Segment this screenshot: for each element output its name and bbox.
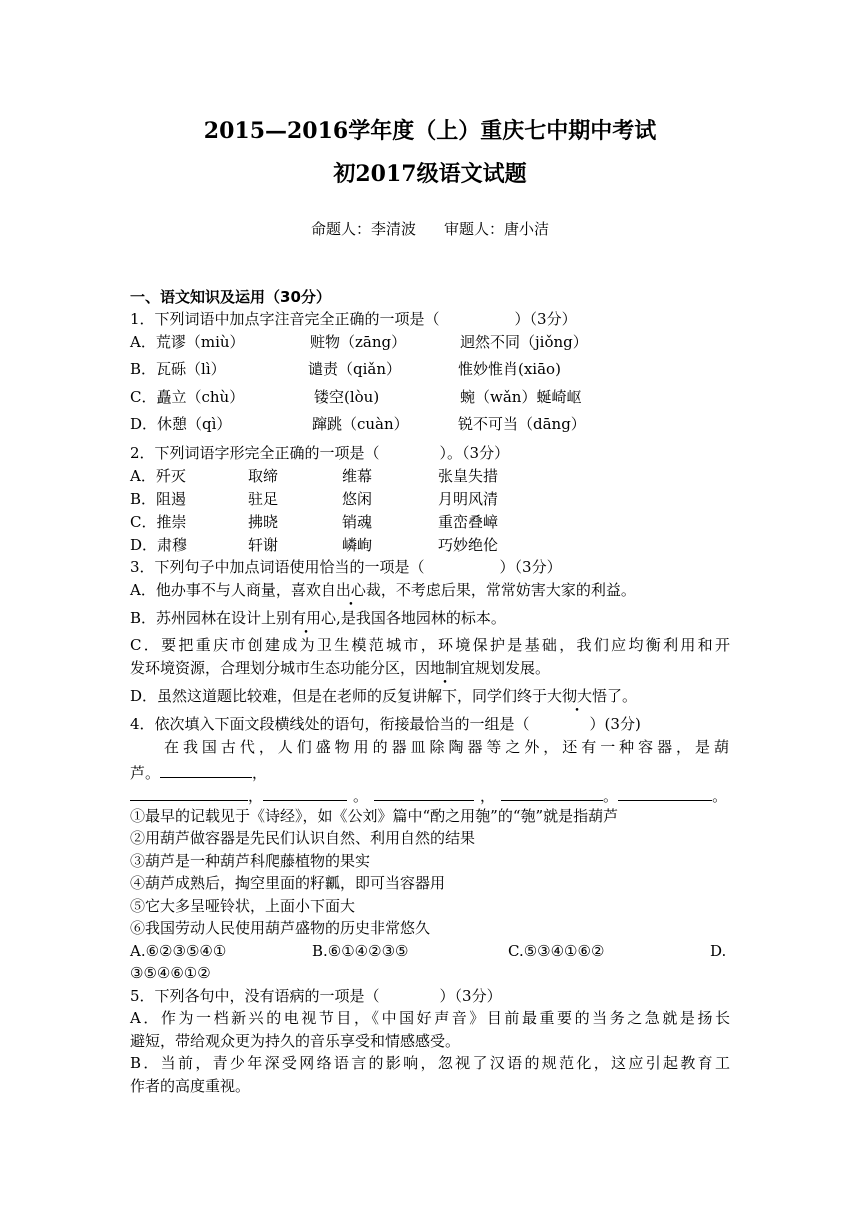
q4-item-3: ③葫芦是一种葫芦科爬藤植物的果实 (130, 852, 371, 870)
q3-option-d: D．虽然这道题比较难，但是在老师的反复讲解下，同学们终于大彻大悟了。 (130, 687, 638, 705)
q1-b-word3: 惟妙惟肖(xiāo) (458, 360, 561, 378)
q1-a-word3: 迥然不同（jiǒng） (460, 333, 588, 351)
fill-blank-6[interactable] (618, 784, 712, 801)
q1-a-word2: 赃物（zāng） (310, 333, 407, 351)
q2-option-c: C．推崇 拂晓 销魂 重峦叠嶂 (130, 513, 499, 531)
q1-d-word1: 休憩（qì） (157, 415, 232, 433)
q4-item-5: ⑤它大多呈哑铃状，上面小下面大 (130, 897, 356, 915)
q1-d-word3: 锐不可当（dāng） (458, 415, 586, 433)
fill-blank-5[interactable] (501, 784, 603, 801)
q4-passage-line2: 芦。 ， (130, 761, 267, 784)
q4-choice-a: A.⑥②③⑤④① (130, 942, 227, 960)
q3-a-dotted-word: 自出心裁 (320, 581, 381, 599)
q3-stem: 3．下列句子中加点词语使用恰当的一项是（ ）（3分） (130, 558, 562, 576)
q4-choice-d-letter: D. (710, 942, 727, 960)
exam-subtitle: 初2017级语文试题 (333, 161, 527, 187)
q3-option-a: A．他办事不与人商量，喜欢自出心裁，不考虑后果，常常妨害大家的利益。 (130, 581, 636, 599)
q1-option-c: C．矗立（chù） 镂空(lòu) 蜿（wǎn）蜒崎岖 (130, 388, 582, 406)
reviewer-name: 审题人：唐小洁 (444, 220, 550, 238)
q4-blanks-line: ， 。 ， 。 。 (130, 784, 727, 807)
q3-d-dotted-word: 大彻大悟 (547, 687, 608, 705)
fill-blank-4[interactable] (374, 784, 474, 801)
q4-choice-d-rest: ③⑤④⑥①② (130, 964, 211, 982)
q1-c-word3: 蜿（wǎn）蜒崎岖 (460, 388, 582, 406)
q4-item-6: ⑥我国劳动人民使用葫芦盛物的历史非常悠久 (130, 919, 431, 937)
q1-a-word1: 荒谬（miù） (155, 333, 245, 351)
q2-option-b: B．阻遏 驻足 悠闲 月明风清 (130, 490, 499, 508)
q5-option-a-line1: A．作为一档新兴的电视节目，《中国好声音》目前最重要的当务之急就是扬长 (130, 1009, 730, 1027)
q5-option-b-line1: B．当前，青少年深受网络语言的影响，忽视了汉语的规范化，这应引起教育工 (130, 1054, 730, 1072)
q5-option-a-line2: 避短，带给观众更为持久的音乐享受和情感感受。 (130, 1032, 461, 1050)
q2-option-a: A．歼灭 取缔 维幕 张皇失措 (130, 467, 499, 485)
q4-item-1: ①最早的记载见于《诗经》，如《公刘》篇中“酌之用匏”的“匏”就是指葫芦 (130, 807, 619, 825)
q4-choice-b: B.⑥①④②③⑤ (312, 942, 409, 960)
q4-passage-line1: 在我国古代，人们盛物用的器皿除陶器等之外，还有一种容器，是葫 (164, 738, 730, 756)
fill-blank-1[interactable] (160, 761, 252, 778)
q1-stem: 1．下列词语中加点字注音完全正确的一项是（ ）（3分） (130, 310, 577, 328)
fill-blank-3[interactable] (263, 784, 347, 801)
q1-option-b: B．瓦砾（lì） 谴责（qiǎn） 惟妙惟肖(xiāo) (130, 360, 561, 378)
q2-stem: 2．下列词语字形完全正确的一项是（ ）。（3分） (130, 444, 510, 462)
author-name: 命题人：李清波 (310, 220, 416, 238)
q3-option-b: B．苏州园林在设计上别有用心,是我国各地园林的标本。 (130, 609, 506, 627)
q1-option-d: D．休憩（qì） 蹿跳（cuàn） 锐不可当（dāng） (130, 415, 586, 433)
q1-d-word2: 蹿跳（cuàn） (312, 415, 409, 433)
q4-item-2: ②用葫芦做容器是先民们认识自然、利用自然的结果 (130, 829, 476, 847)
q5-option-b-line2: 作者的高度重视。 (130, 1077, 251, 1095)
q1-b-word1: 瓦砾（lì） (156, 360, 226, 378)
q1-c-word1: 矗立（chù） (156, 388, 245, 406)
q4-item-4: ④葫芦成熟后，掏空里面的籽瓤，即可当容器用 (130, 874, 446, 892)
q3-option-c-line1: C．要把重庆市创建成为卫生模范城市，环境保护是基础，我们应均衡利用和开 (130, 636, 730, 654)
q4-stem: 4．依次填入下面文段横线处的语句，衔接最恰当的一组是（ ）(3分) (130, 715, 641, 733)
q2-option-d: D．肃穆 轩谢 嶙峋 巧妙绝伦 (130, 536, 499, 554)
q1-c-word2: 镂空(lòu) (314, 388, 380, 406)
fill-blank-2[interactable] (130, 784, 248, 801)
exam-title: 2015—2016学年度（上）重庆七中期中考试 (203, 118, 657, 144)
q5-stem: 5．下列各句中，没有语病的一项是（ ）（3分） (130, 987, 502, 1005)
q3-option-c-line2: 发环境资源，合理划分城市生态功能分区，因地制宜规划发展。 (130, 659, 551, 677)
q1-b-word2: 谴责（qiǎn） (308, 360, 402, 378)
authors-line (0, 218, 860, 239)
q3-b-dotted-word: 别有用心 (276, 609, 337, 627)
section-heading: 一、语文知识及运用（30分） (130, 288, 331, 306)
q1-option-a: A．荒谬（miù） 赃物（zāng） 迥然不同（jiǒng） (130, 333, 588, 351)
q4-choices (130, 940, 730, 962)
q3-c-dotted-word: 因地制宜 (415, 659, 476, 677)
q4-choice-c: C.⑤③④①⑥② (508, 942, 605, 960)
